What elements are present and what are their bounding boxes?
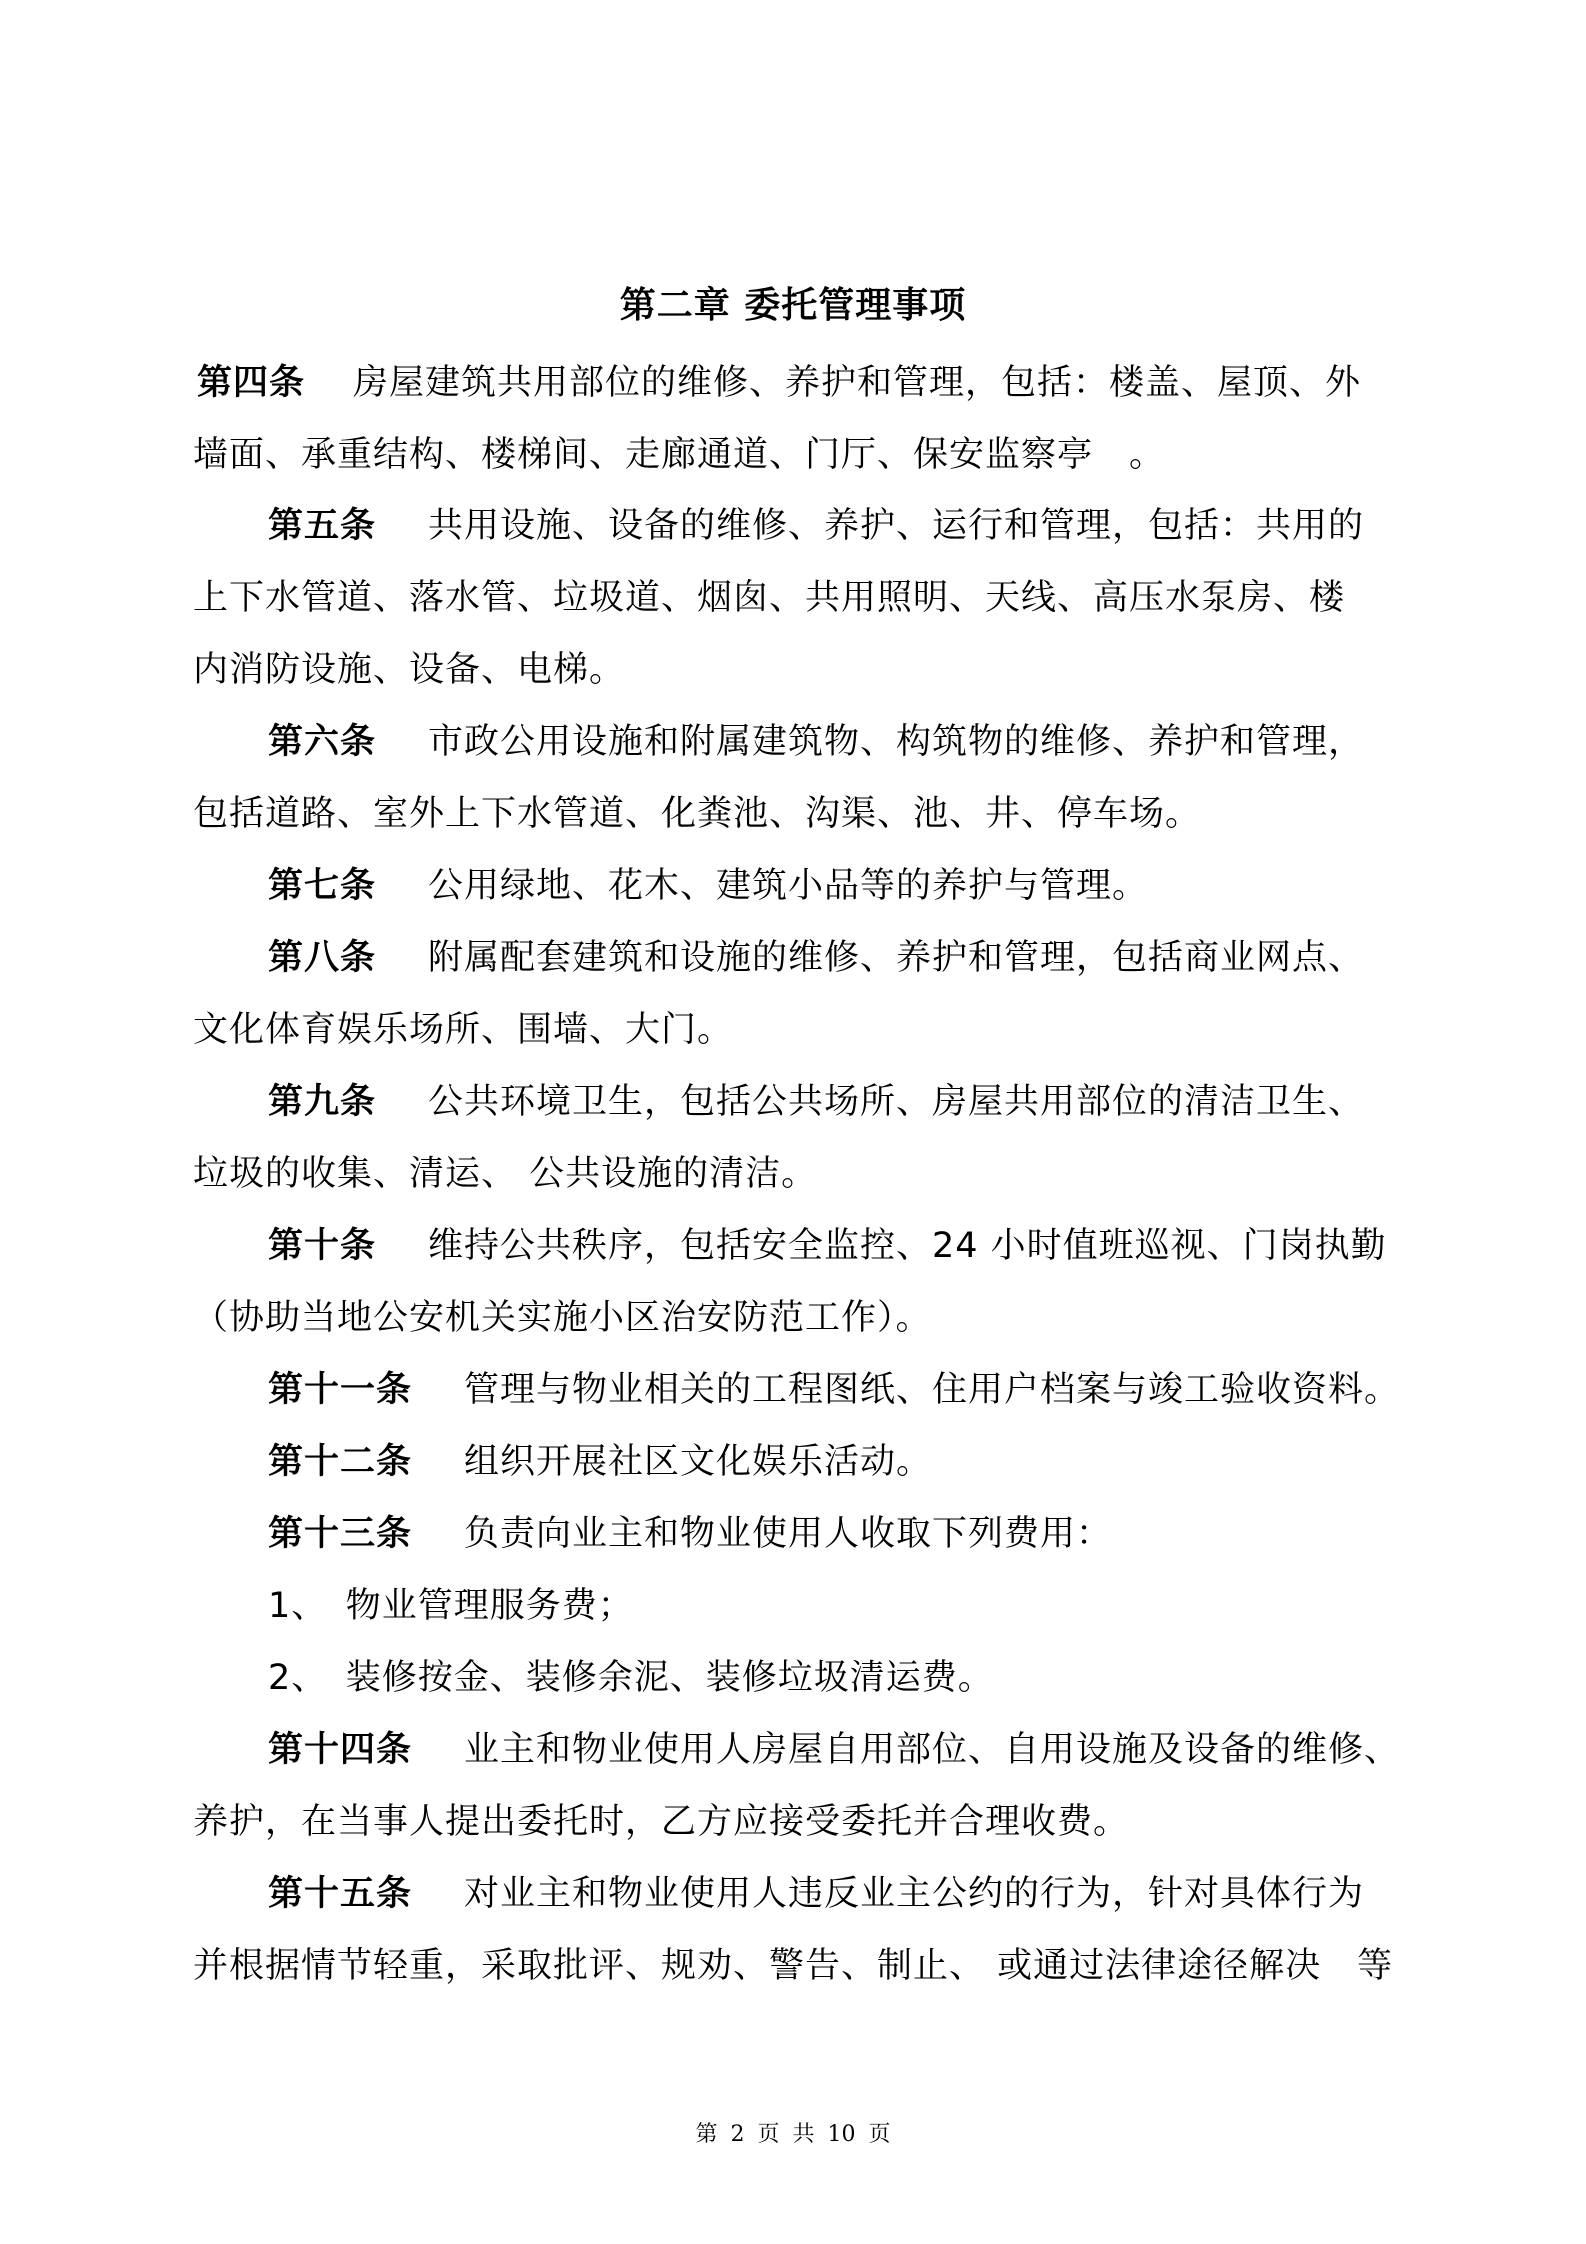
- article-number: 第十条: [268, 1226, 377, 1266]
- article-number: 第十二条: [268, 1442, 413, 1482]
- article-text: 包括道路、室外上下水管道、化粪池、沟渠、池、井、停车场。: [193, 794, 1202, 834]
- article-line: [193, 1151, 817, 1197]
- article-text: 业主和物业使用人房屋自用部位、自用设施及设备的维修、: [464, 1730, 1401, 1770]
- article-text: 公共环境卫生，包括公共场所、房屋共用部位的清洁卫生、: [428, 1082, 1365, 1122]
- article-text: 墙面、承重结构、楼梯间、走廊通道、门厅、保安监察亭 。: [193, 435, 1166, 475]
- article-line: [268, 1511, 1112, 1557]
- article-text: （协助当地公安机关实施小区治安防范工作）。: [193, 1298, 932, 1338]
- article-line: [193, 791, 1201, 837]
- article-line: [268, 863, 1148, 909]
- article-line: [193, 1799, 1129, 1845]
- article-line: [268, 1367, 1400, 1413]
- article-number: 第十五条: [268, 1874, 413, 1914]
- article-number: 第五条: [268, 506, 377, 546]
- article-line: [193, 647, 625, 693]
- article-number: 第十三条: [268, 1514, 413, 1554]
- article-line: [268, 935, 1364, 981]
- article-number: 第四条: [197, 363, 306, 403]
- article-number: 第九条: [268, 1082, 377, 1122]
- chapter-title: 第二章 委托管理事项: [619, 285, 967, 326]
- article-line: [193, 432, 1165, 478]
- list-item: [268, 1583, 634, 1629]
- article-line: [268, 1223, 1387, 1269]
- article-line: [268, 1727, 1400, 1773]
- article-number: 第十一条: [268, 1370, 413, 1410]
- article-text: 共用设施、设备的维修、养护、运行和管理，包括：共用的: [428, 506, 1365, 546]
- article-line: [268, 1439, 932, 1485]
- article-number: 第七条: [268, 866, 377, 906]
- article-number: 第十四条: [268, 1730, 413, 1770]
- article-text: 市政公用设施和附属建筑物、构筑物的维修、养护和管理，: [428, 722, 1365, 762]
- article-text: 上下水管道、落水管、垃圾道、烟囱、共用照明、天线、高压水泵房、楼: [193, 578, 1346, 618]
- article-text: 养护，在当事人提出委托时，乙方应接受委托并合理收费。: [193, 1802, 1130, 1842]
- article-line: [193, 575, 1345, 621]
- article-text: 内消防设施、设备、电梯。: [193, 650, 626, 690]
- list-item-text: 2、 装修按金、装修余泥、装修垃圾清运费。: [268, 1658, 994, 1698]
- article-text: 并根据情节轻重，采取批评、规劝、警告、制止、 或通过法律途径解决 等: [193, 1946, 1394, 1986]
- article-text: 垃圾的收集、清运、 公共设施的清洁。: [193, 1154, 818, 1194]
- article-text: 公用绿地、花木、建筑小品等的养护与管理。: [428, 866, 1149, 906]
- article-number: 第八条: [268, 938, 377, 978]
- article-line: [193, 1007, 733, 1053]
- article-text: 组织开展社区文化娱乐活动。: [464, 1442, 933, 1482]
- article-line: [197, 360, 1361, 406]
- article-text: 维持公共秩序，包括安全监控、24 小时值班巡视、门岗执勤: [428, 1226, 1387, 1266]
- article-number: 第六条: [268, 722, 377, 762]
- page-number-footer: 第 2 页 共 10 页: [695, 2122, 891, 2147]
- article-text: 房屋建筑共用部位的维修、养护和管理，包括：楼盖、屋顶、外: [353, 363, 1362, 403]
- article-line: [193, 1295, 932, 1341]
- article-text: 对业主和物业使用人违反业主公约的行为，针对具体行为: [464, 1874, 1365, 1914]
- article-line: [268, 719, 1364, 765]
- article-line: [268, 1079, 1364, 1125]
- article-text: 文化体育娱乐场所、围墙、大门。: [193, 1010, 734, 1050]
- article-line: [268, 1871, 1364, 1917]
- article-text: 负责向业主和物业使用人收取下列费用：: [464, 1514, 1113, 1554]
- article-text: 管理与物业相关的工程图纸、住用户档案与竣工验收资料。: [464, 1370, 1401, 1410]
- article-text: 附属配套建筑和设施的维修、养护和管理，包括商业网点、: [428, 938, 1365, 978]
- article-line: [193, 1943, 1393, 1989]
- list-item-text: 1、 物业管理服务费；: [268, 1586, 634, 1626]
- article-line: [268, 503, 1364, 549]
- list-item: [268, 1655, 994, 1701]
